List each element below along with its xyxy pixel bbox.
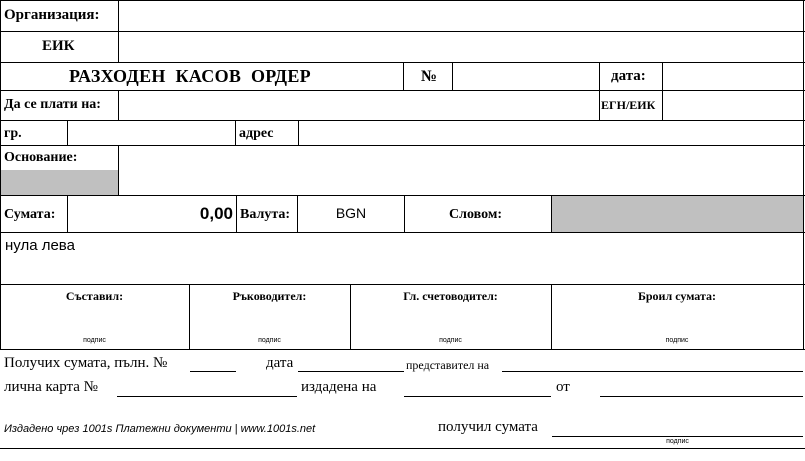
currency-value[interactable]: BGN bbox=[335, 205, 367, 221]
grid-line bbox=[0, 145, 805, 146]
issued-from-label: от bbox=[556, 379, 570, 395]
egn-field[interactable] bbox=[666, 94, 800, 118]
id-card-label: лична карта № bbox=[4, 379, 98, 395]
grid-line bbox=[118, 145, 119, 195]
grid-line bbox=[0, 284, 805, 285]
signature-caption: подпис bbox=[83, 337, 106, 344]
receipt-date-label: дата bbox=[266, 355, 294, 371]
grid-line bbox=[662, 62, 663, 120]
basis-gray-cell bbox=[1, 170, 118, 195]
issued-from-line[interactable] bbox=[600, 396, 803, 397]
grid-line bbox=[404, 195, 405, 232]
grid-line bbox=[0, 232, 805, 233]
id-card-line[interactable] bbox=[117, 396, 297, 397]
received-sum-signature-line[interactable] bbox=[552, 436, 803, 437]
sum-label: Сумата: bbox=[4, 207, 56, 222]
grid-line bbox=[452, 62, 453, 90]
grid-line bbox=[67, 120, 68, 145]
grid-line bbox=[803, 0, 804, 349]
grid-line bbox=[236, 195, 237, 232]
order-number-field[interactable] bbox=[456, 66, 596, 88]
grid-line bbox=[0, 448, 805, 449]
signature-title-cashier: Броил сумата: bbox=[637, 289, 717, 303]
footer-note: Издадено чрез 1001s Платежни документи | www.1001s.net bbox=[4, 423, 316, 435]
representative-label: представител на bbox=[406, 358, 490, 372]
city-field[interactable] bbox=[70, 123, 232, 143]
address-field[interactable] bbox=[301, 123, 799, 143]
words-value[interactable]: нула лева bbox=[5, 237, 75, 254]
words-gray-cell bbox=[552, 196, 803, 232]
grid-line bbox=[0, 90, 805, 91]
pay-to-label: Да се плати на: bbox=[4, 97, 101, 112]
basis-field[interactable] bbox=[122, 148, 799, 192]
grid-line bbox=[599, 90, 600, 120]
organization-label: Организация: bbox=[4, 7, 100, 23]
organization-field[interactable] bbox=[122, 4, 798, 28]
basis-label: Основание: bbox=[4, 150, 78, 165]
received-label: Получих сумата, пълн. № bbox=[4, 355, 168, 371]
grid-line bbox=[0, 120, 805, 121]
signature-caption: подпис bbox=[666, 438, 689, 445]
signature-title-chief-accountant: Гл. счетоводител: bbox=[403, 289, 498, 303]
received-number-line[interactable] bbox=[190, 371, 236, 372]
date-field[interactable] bbox=[666, 66, 800, 88]
order-title: РАЗХОДЕН КАСОВ ОРДЕР bbox=[69, 66, 311, 86]
address-label: адрес bbox=[239, 126, 274, 141]
signature-title-manager: Ръководител: bbox=[232, 289, 307, 303]
sum-value[interactable]: 0,00 bbox=[199, 204, 233, 223]
grid-line bbox=[67, 195, 68, 232]
grid-line bbox=[118, 0, 119, 62]
grid-line bbox=[0, 349, 805, 350]
signature-caption: подпис bbox=[258, 337, 281, 344]
egn-label: ЕГН/ЕИК bbox=[601, 98, 656, 112]
grid-line bbox=[235, 120, 236, 145]
signature-title-compiled: Съставил: bbox=[65, 289, 124, 303]
grid-line bbox=[0, 31, 805, 32]
date-label: дата: bbox=[611, 68, 646, 84]
signature-caption: подпис bbox=[439, 337, 462, 344]
issued-label: издадена на bbox=[301, 379, 377, 395]
grid-line bbox=[599, 62, 600, 90]
grid-line bbox=[298, 120, 299, 145]
words-label: Словом: bbox=[449, 207, 503, 222]
signature-caption: подпис bbox=[665, 337, 689, 344]
currency-label: Валута: bbox=[240, 207, 291, 222]
pay-to-field[interactable] bbox=[122, 94, 596, 118]
grid-line bbox=[403, 62, 404, 90]
eik-label: ЕИК bbox=[42, 38, 75, 54]
representative-line[interactable] bbox=[502, 371, 803, 372]
grid-line bbox=[0, 0, 805, 1]
received-sum-label: получил сумата bbox=[438, 419, 538, 435]
grid-line bbox=[118, 90, 119, 120]
receipt-date-line[interactable] bbox=[298, 371, 404, 372]
order-number-label: № bbox=[421, 68, 438, 85]
city-label: гр. bbox=[4, 126, 22, 141]
issued-date-line[interactable] bbox=[404, 396, 551, 397]
eik-field[interactable] bbox=[122, 35, 798, 59]
